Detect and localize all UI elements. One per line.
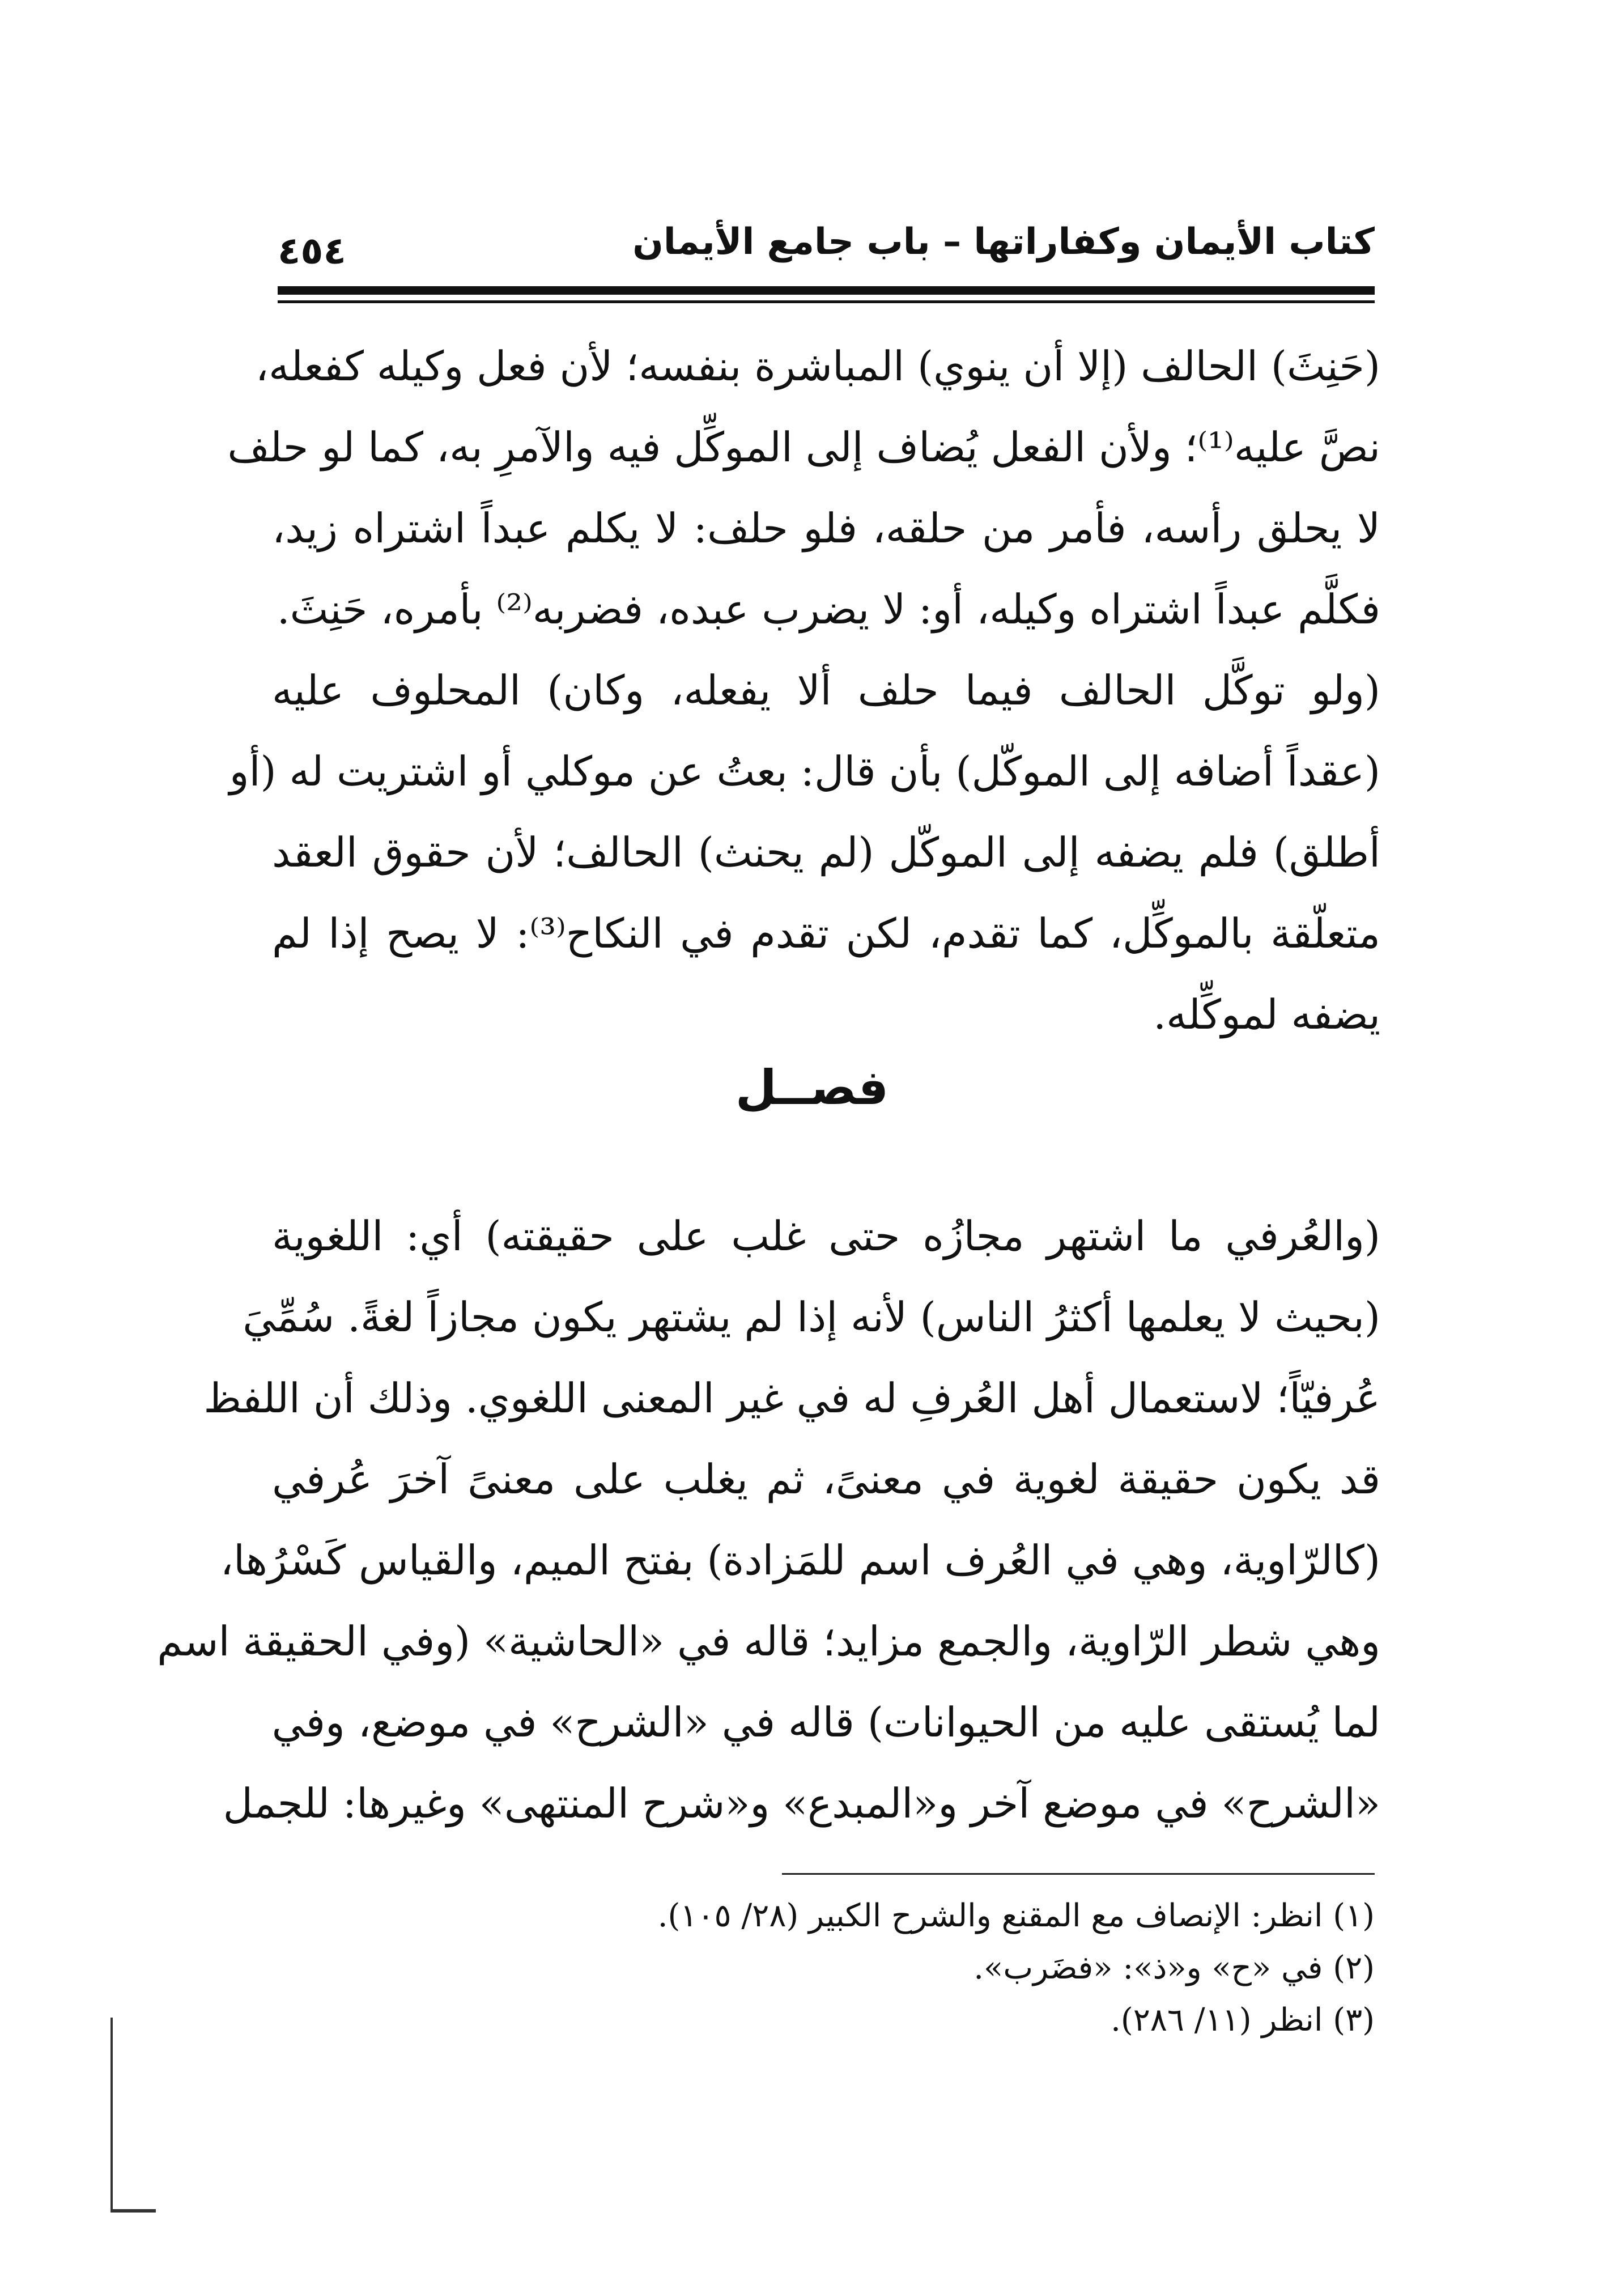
header-rule-thin: [278, 300, 1375, 303]
page-number: ٤٥٤: [278, 229, 346, 273]
text-line: عُرفيّاً؛ لاستعمال أهل العُرفِ له في غير المعنى اللغوي. وذلك أن اللفظ: [203, 1374, 1380, 1422]
page-header: [278, 215, 1375, 278]
text-line: لما يُستقى عليه من الحيوانات) قاله في «الشرح» في موضع، وفي: [271, 1698, 1380, 1746]
footnote-separator: [782, 1873, 1375, 1875]
text-line: يضفه لموكِّله.: [1153, 991, 1380, 1038]
text-line: (ولو توكَّل الحالف فيما حلف ألا يفعله، وكان) المحلوف عليه: [272, 666, 1381, 714]
main-text-lower: [157, 1196, 1380, 1844]
main-text-upper: [227, 326, 1381, 1055]
text-line: لا يحلق رأسه، فأمر من حلقه، فلو حلف: لا يكلم عبداً اشتراه زيد،: [272, 504, 1380, 552]
text-line: (بحيث لا يعلمها أكثرُ الناس) لأنه إذا لم يشتهر يكون مجازاً لغةً. سُمِّيَ: [243, 1293, 1380, 1341]
scan-edge-mark: [110, 2018, 113, 2210]
text-line: قد يكون حقيقة لغوية في معنىً، ثم يغلب على معنىً آخرَ عُرفي: [272, 1455, 1380, 1503]
paragraph-3: [157, 1196, 1380, 1844]
text-line: نصَّ عليه⁽¹⁾؛ ولأن الفعل يُضاف إلى الموكِّل فيه والآمرِ به، كما لو حلف: [227, 423, 1380, 471]
scan-edge-mark-base: [110, 2209, 156, 2213]
running-header-title: كتاب الأيمان وكفاراتها – باب جامع الأيمان: [632, 221, 1375, 263]
text-line: متعلّقة بالموكِّل، كما تقدم، لكن تقدم في النكاح⁽³⁾: لا يصح إذا لم: [272, 910, 1380, 957]
text-line: فكلَّم عبداً اشتراه وكيله، أو: لا يضرب عبده، فضربه⁽²⁾ بأمره، حَنِثَ.: [277, 585, 1380, 633]
paragraph-1: [227, 326, 1380, 650]
text-line: وهي شطر الرّاوية، والجمع مزايد؛ قاله في «الحاشية» (وفي الحقيقة اسم: [157, 1617, 1380, 1665]
header-rule-thick: [278, 286, 1375, 295]
text-line: «الشرح» في موضع آخر و«المبدع» و«شرح المنتهى» وغيرها: للجمل: [223, 1780, 1380, 1827]
text-line: (حَنِثَ) الحالف (إلا أن ينوي) المباشرة بنفسه؛ لأن فعل وكيله كفعله،: [255, 342, 1380, 390]
paragraph-2: [229, 650, 1381, 1055]
footnote-3: (٣) انظر (١١/ ٢٨٦).: [1111, 2002, 1375, 2039]
text-line: (والعُرفي ما اشتهر مجازُه حتى غلب على حقيقته) أي: اللغوية: [272, 1212, 1380, 1260]
footnote-2: (٢) في «ح» و«ذ»: «فضَرب».: [973, 1950, 1375, 1986]
footnotes: [525, 1890, 1375, 2046]
footnote-1: (١) انظر: الإنصاف مع المقنع والشرح الكبير (٢٨/ ١٠٥).: [657, 1897, 1375, 1934]
text-line: أطلق) فلم يضفه إلى الموكّل (لم يحنث) الحالف؛ لأن حقوق العقد: [272, 829, 1381, 876]
text-line: (كالرّاوية، وهي في العُرف اسم للمَزادة) بفتح الميم، والقياس كَسْرُها،: [220, 1536, 1380, 1584]
section-heading: فصــل: [735, 1060, 889, 1115]
text-line: (عقداً أضافه إلى الموكّل) بأن قال: بعتُ عن موكلي أو اشتريت له (أو: [229, 748, 1380, 795]
